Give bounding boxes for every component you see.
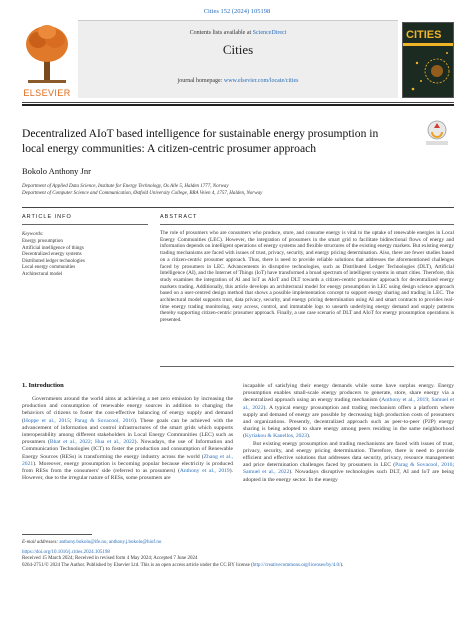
introduction-left-column: Governments around the world aims at achieving a net zero emission by increasing the production and consumption of renewable energy sources in addition to changing the behaviors of citizens to foster the cost-effective balancing of energy supply and demand (Hoppe et al., 2015; Parag & Sovacool, 2016). These goals can be achieved with the advancement of information and control infrastructures of the smart grids which supports interoperability among different stakeholders in Local Energy Communities (LEC) such as prosumers (Bhat et al., 2022; Hua et al., 2022). Nowadays, the use of Information and Communication Technologies (ICT) to foster the production and consumption of Renewable Energy Sources (RESs) is transforming the energy industry across the world (Zhang et al., 2021). Moreover, energy prosumption is becoming popular because electricity is produced from RESs from the consumers' side (referred to as prosumers) (Anthony et al., 2019). However, due to the irregular nature of RESs, some prosumers are <box>22 396 234 482</box>
license-line: 0264-2751/© 2024 The Author. Published by Elsevier Ltd. This is an open access article under the CC BY license (http://creativecommons.org/licenses/by/4.0/). <box>22 562 344 568</box>
abstract-text: The role of prosumers who are consumers who produce, store, and consume energy is vital to the uptake of renewable energies in Local Energy Communities (LEC). However, the integration of prosumers in the smart grid to facilitate bidirectional flows of energy and information depends on intelligent operations of energy systems and flexible structures of the existing energy markets. But existing energy trading mechanisms are faced with issues of trust, privacy, security, and energy pricing determination. Also, there are fewer studies based on a citizen-centric prosumer approach. Thus, there is need to provide reliable solutions that addresses the aforementioned challenges faced by prosumers in LEC. Advancements in disruptive technologies, such as Distributed Ledger Technologies (DLT), Artificial Intelligence (AI), and the Internet of Things (IoT) have transformed a broad spectrum of intelligent systems in smart cities. Therefore, this study examines the integration of AI and IoT as AIoT and DLT towards a citizen-centric prosumer approach for decentralized energy markets trading. Additionally, this article develops an architectural model for energy prosumption in LEC using design science approach based on a user-centred design method that shows a possible implementation concept to support energy sharing and trading in LEC. The architectural model supports trust, data privacy, security, and energy pricing determination using AI and smart contracts to provides real-time energy trading monitoring, easy access, control, and immutable logs to unearth underlying energy demand and supply patterns thereby supporting citizen-centric prosumer approach. Finally, a use case scenario of DLT and AIoT for energy prosumption operations is presented. <box>160 230 454 324</box>
citation-link[interactable]: Samuel et al., 2022 <box>243 397 454 411</box>
elsevier-tree-icon <box>22 22 72 86</box>
doi-link[interactable]: https://doi.org/10.1016/j.cities.2024.105198 <box>22 549 110 555</box>
received-line: Received 15 March 2024; Received in revised form 4 May 2024; Accepted 7 June 2024 <box>22 556 198 562</box>
keywords-list <box>22 239 85 279</box>
keyword-item: Decentralized energy systems <box>22 252 82 258</box>
keyword-item: Distributed ledger technologies <box>22 258 85 264</box>
affiliation-b: Department of Computer Science and Communication, Østfold University College, BRA Veien 4, 1757, Halden, Norway <box>22 191 263 196</box>
email-link[interactable]: anthony.bokolo@ife.no, anthony.j.bokolo@hiof.no <box>59 540 162 545</box>
article-info-heading: ARTICLE INFO <box>22 214 72 220</box>
citation-link[interactable]: Anthony et al., 2019 <box>179 468 230 475</box>
citation-link[interactable]: Zhang et al., 2021 <box>22 453 233 467</box>
citation-link[interactable]: Kyriakou & Kanellos, 2023 <box>244 433 308 440</box>
journal-name: Cities <box>222 42 254 57</box>
keyword-item: Local energy communities <box>22 265 76 271</box>
keyword-item: Architectural model <box>22 271 63 277</box>
keyword-item: Energy prosumption <box>22 239 63 244</box>
journal-cover <box>402 22 454 98</box>
check-for-updates-badge[interactable] <box>420 118 454 148</box>
citation-link[interactable]: Samuel et al., 2022 <box>243 469 290 476</box>
introduction-right-column: incapable of satisfying their energy demands while some have surplus energy. Energy prosumption enables small-scale energy producers to generate, store, share energy via a decentralized approach using an energy trading mechanism (Anthony et al., 2019; Samuel et al., 2022). A typical energy prosumption and trading mechanism offers a platform where supply and demand of energy are possible by decreasing high production costs of prosumers and organizations. Presently, decentralized approach such as peer-to-peer (P2P) energy sharing is being adopted to share energy among peers residing in the same neighborhood (Kyriakou & Kanellos, 2023). But existing energy prosumption and trading mechanisms are faced with issues of trust, privacy, security, and energy pricing determination. Therefore, there is need to provide efficient and effective solutions that addresses data security, privacy, resource management and price determination challenges faced by prosumers in LEC (Parag & Sovacool, 2016; Samuel et al., 2022). Nowadays disruptive technologies such DLT, AI and IoT are being adopted in the energy sector. In the energy <box>243 383 454 483</box>
citation-link[interactable]: Hoppe et al., 2015 <box>23 417 70 424</box>
elsevier-logo <box>22 22 72 98</box>
homepage-link[interactable]: www.elsevier.com/locate/cities <box>223 78 299 84</box>
article-title: Decentralized AIoT based intelligence for sustainable energy prosumption in local energy communities: A citizen-centric prosumer approach <box>22 127 379 155</box>
article-footer <box>22 540 454 569</box>
abstract-end-rule <box>160 366 454 367</box>
check-for-updates-icon <box>420 118 454 148</box>
abstract-heading: ABSTRACT <box>160 214 198 220</box>
journal-citation[interactable]: Cities 152 (2024) 105198 <box>203 8 271 15</box>
abstract-rule <box>160 224 454 225</box>
author-name: Bokolo Anthony Jnr <box>22 166 91 176</box>
keyword-item: Artificial intelligence of things <box>22 245 84 251</box>
contents-line: Contents lists available at ScienceDirect <box>189 30 287 36</box>
citation-link[interactable]: Hua et al., 2022 <box>95 439 135 446</box>
citation-link[interactable]: Parag & Sovacool, 2016 <box>395 462 453 469</box>
publisher-logo-text: ELSEVIER <box>23 88 71 98</box>
affiliation-a: Department of Applied Data Science, Institute for Energy Technology, Os Alle 5, Halden 1777, Norway <box>22 184 229 189</box>
email-line: E-mail addresses: anthony.bokolo@ife.no, anthony.j.bokolo@hiof.no <box>22 540 162 545</box>
citation-link[interactable]: Parag & Sovacool, 2016 <box>74 417 134 424</box>
cover-art-icon <box>403 23 454 98</box>
cover-title: CITIES <box>406 29 442 41</box>
introduction-heading: 1. Introduction <box>22 382 64 389</box>
journal-header <box>78 20 398 98</box>
keywords-title: Keywords: <box>22 232 44 237</box>
footnote-rule <box>22 534 92 535</box>
citation-link[interactable]: Anthony et al., 2019 <box>381 397 429 404</box>
license-link[interactable]: http://creativecommons.org/licenses/by/4.0/ <box>252 562 341 568</box>
doi-line <box>22 550 454 557</box>
header-rule <box>22 102 454 103</box>
header-rule-thick <box>22 104 454 106</box>
info-rule <box>22 224 148 225</box>
homepage-line: journal homepage: www.elsevier.com/locate/cities <box>177 78 299 84</box>
sciencedirect-link[interactable]: ScienceDirect <box>252 30 287 36</box>
citation-link[interactable]: Bhat et al., 2022 <box>49 439 91 446</box>
meta-rule <box>22 207 454 208</box>
